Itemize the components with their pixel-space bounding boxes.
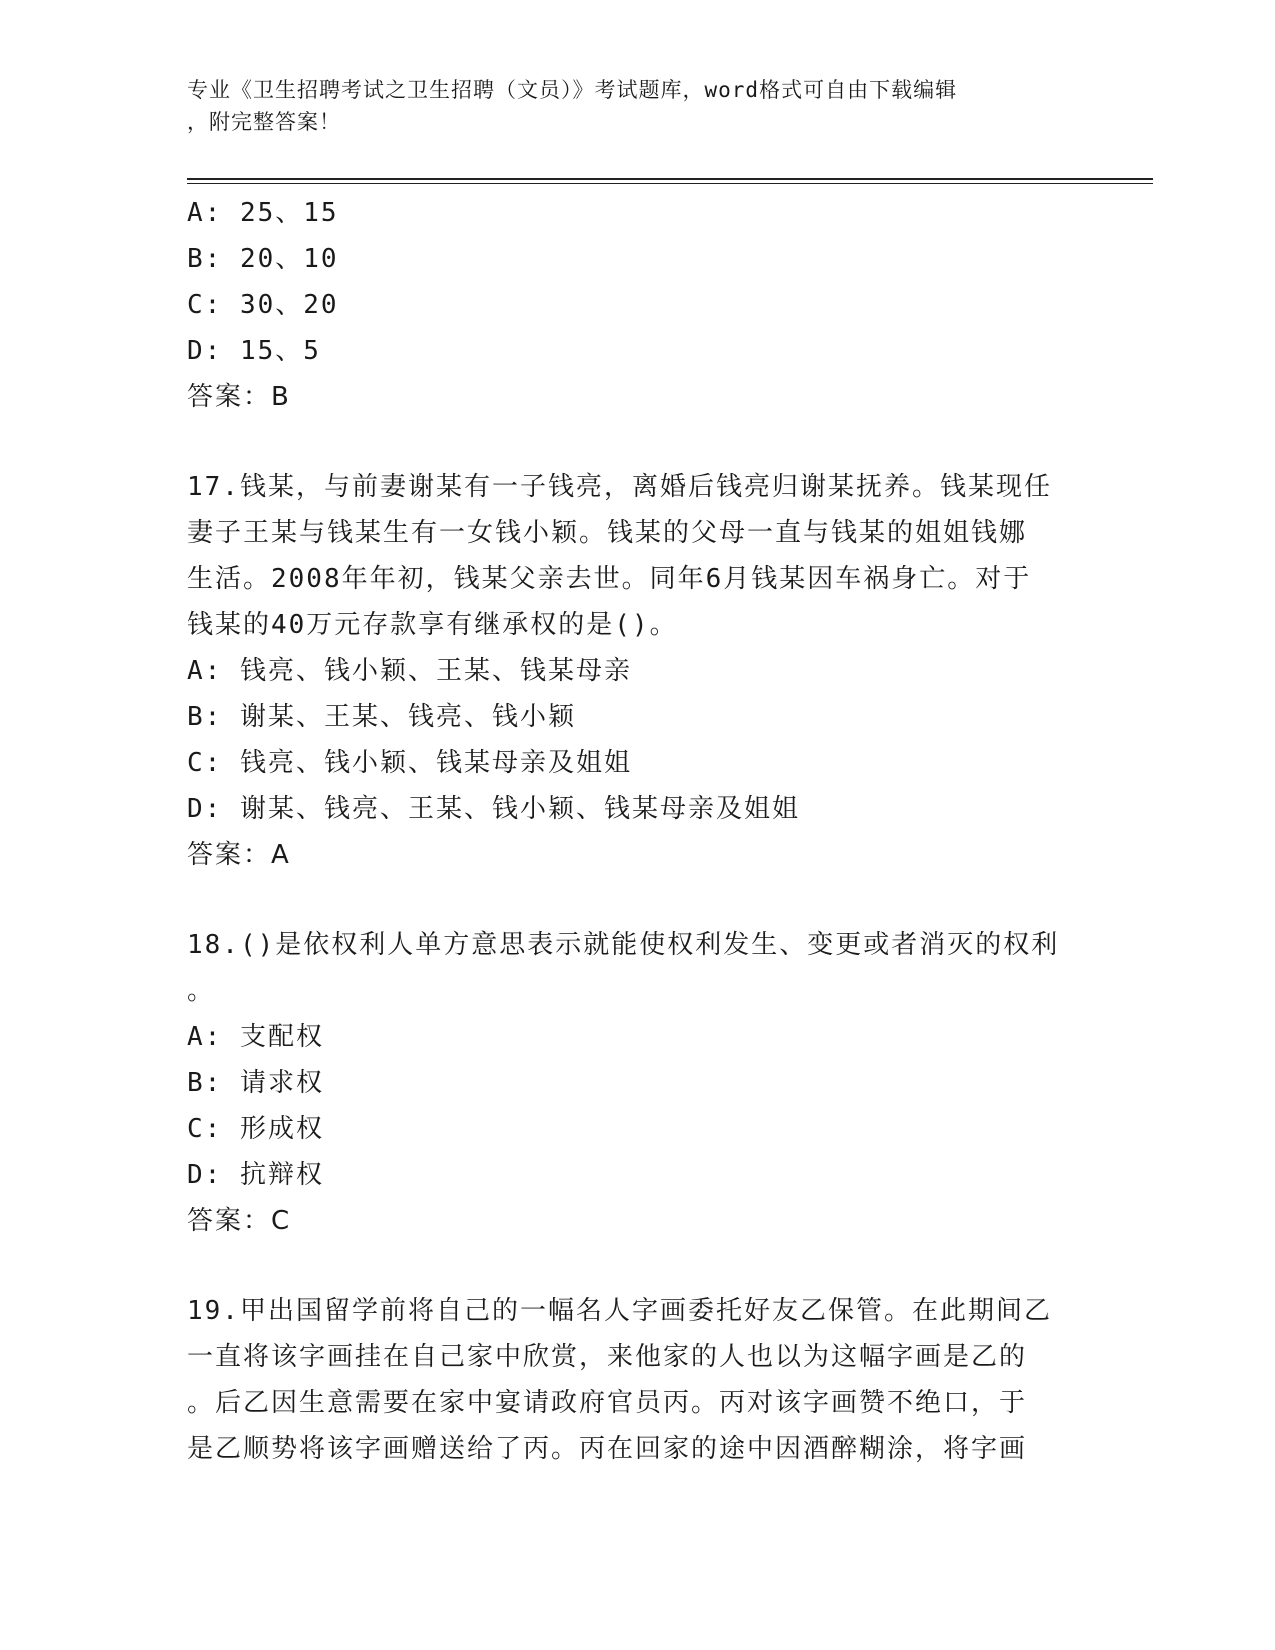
question-content: [187, 190, 1087, 1472]
header-line-2: ，附完整答案！: [187, 110, 341, 134]
question-text-line: 是乙顺势将该字画赠送给了丙。丙在回家的途中因酒醉糊涂，将字画: [187, 1434, 1028, 1464]
question-19: [187, 1288, 1087, 1472]
question-17: [187, 464, 1087, 878]
header-divider-thin: [187, 183, 1153, 184]
header-divider-thick: [187, 178, 1153, 180]
question-text-line: 17.钱某，与前妻谢某有一子钱亮，离婚后钱亮归谢某抚养。钱某现任: [187, 472, 1052, 502]
question-text-line: 19.甲出国留学前将自己的一幅名人字画委托好友乙保管。在此期间乙: [187, 1296, 1052, 1326]
spacer: [187, 878, 1087, 922]
page-header: [187, 74, 1087, 138]
question-text-line: 。: [187, 976, 216, 1006]
option-b: B: 谢某、王某、钱亮、钱小颖: [187, 702, 576, 732]
answer: 答案：B: [187, 382, 291, 412]
answer: 答案：A: [187, 840, 291, 870]
option-c: C: 钱亮、钱小颖、钱某母亲及姐姐: [187, 748, 632, 778]
option-c: C: 30、20: [187, 290, 339, 320]
option-d: D: 谢某、钱亮、王某、钱小颖、钱某母亲及姐姐: [187, 794, 800, 824]
answer: 答案：C: [187, 1206, 292, 1236]
option-a: A: 支配权: [187, 1022, 324, 1052]
question-18: [187, 922, 1087, 1244]
option-d: D: 15、5: [187, 336, 321, 366]
question-16: [187, 190, 1087, 420]
option-c: C: 形成权: [187, 1114, 324, 1144]
option-a: A: 钱亮、钱小颖、王某、钱某母亲: [187, 656, 632, 686]
spacer: [187, 420, 1087, 464]
option-b: B: 20、10: [187, 244, 339, 274]
option-d: D: 抗辩权: [187, 1160, 324, 1190]
question-text-line: 生活。2008年年初，钱某父亲去世。同年6月钱某因车祸身亡。对于: [187, 564, 1032, 594]
option-a: A: 25、15: [187, 198, 339, 228]
spacer: [187, 1244, 1087, 1288]
question-text-line: 18.()是依权利人单方意思表示就能使权利发生、变更或者消灭的权利: [187, 930, 1060, 960]
question-text-line: 钱某的40万元存款享有继承权的是()。: [187, 610, 678, 640]
header-line-1: 专业《卫生招聘考试之卫生招聘（文员）》考试题库，word格式可自由下载编辑: [187, 78, 958, 102]
question-text-line: 。后乙因生意需要在家中宴请政府官员丙。丙对该字画赞不绝口，于: [187, 1388, 1028, 1418]
question-text-line: 妻子王某与钱某生有一女钱小颖。钱某的父母一直与钱某的姐姐钱娜: [187, 518, 1028, 548]
question-text-line: 一直将该字画挂在自己家中欣赏，来他家的人也以为这幅字画是乙的: [187, 1342, 1028, 1372]
option-b: B: 请求权: [187, 1068, 324, 1098]
